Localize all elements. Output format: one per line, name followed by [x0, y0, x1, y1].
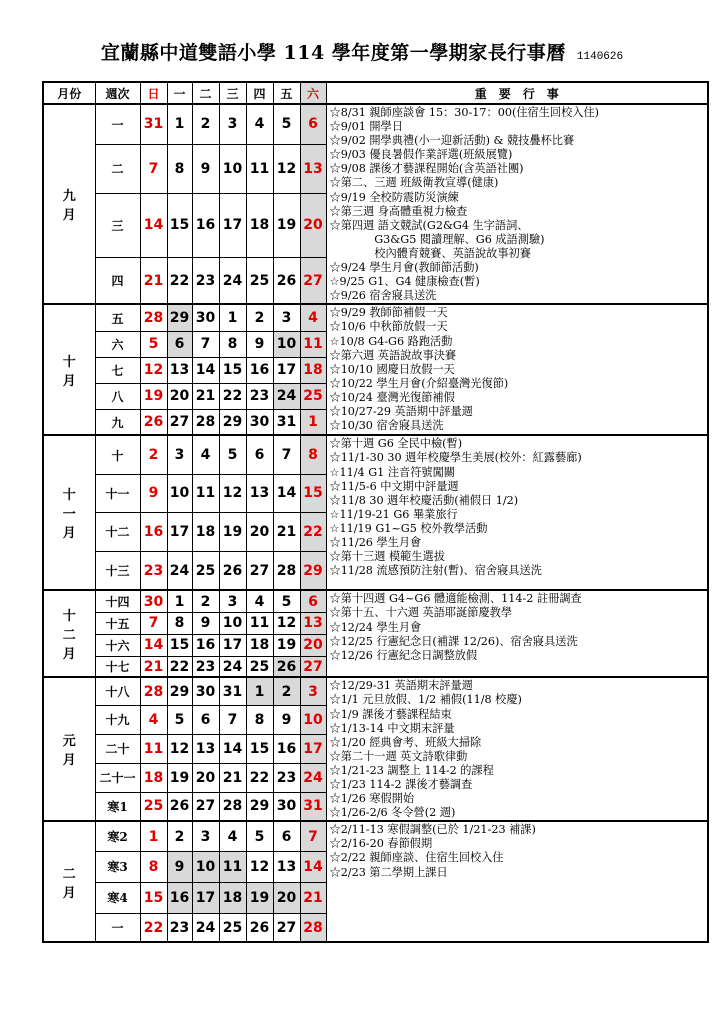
day-cell: 26: [273, 656, 300, 677]
event-item: ☆10/10 國慶日放假一天: [329, 362, 455, 376]
day-cell: 14: [273, 474, 300, 512]
event-item: ☆第六週 英語說故事決賽: [329, 348, 457, 362]
day-cell: 19: [273, 634, 300, 656]
day-cell: 11: [246, 144, 273, 193]
event-item: ☆第二、三週 班級衛教宣導(健康): [329, 176, 499, 190]
day-cell: 4: [246, 590, 273, 612]
month-label: 十 二 月: [43, 590, 95, 677]
event-item: ☆9/01 開學日: [329, 120, 403, 134]
calendar-table: [42, 81, 709, 943]
day-cell: 29: [300, 551, 326, 590]
week-number: 二: [95, 144, 140, 193]
event-item: ☆1/13-14 中文期末評量: [329, 721, 455, 735]
day-cell: 13: [273, 851, 300, 882]
day-cell: 23: [167, 913, 192, 942]
day-cell: 24: [219, 656, 246, 677]
day-cell: 25: [192, 551, 219, 590]
day-cell: 1: [300, 409, 326, 435]
day-cell: 20: [246, 512, 273, 551]
event-item: ☆11/4 G1 注音符號闖關: [329, 465, 455, 479]
day-cell: 9: [167, 851, 192, 882]
day-cell: 8: [246, 705, 273, 734]
event-item: ☆1/26-2/6 冬令營(2 週): [329, 806, 456, 820]
day-cell: 17: [300, 734, 326, 763]
day-cell: 29: [219, 409, 246, 435]
day-cell: 23: [192, 656, 219, 677]
day-cell: 2: [273, 677, 300, 705]
day-cell: 20: [167, 383, 192, 409]
day-cell: 7: [192, 331, 219, 357]
day-cell: 14: [300, 851, 326, 882]
day-cell: 9: [192, 144, 219, 193]
event-item: ☆1/9 課後才藝課程結束: [329, 707, 452, 721]
day-cell: 12: [167, 734, 192, 763]
day-cell: 31: [273, 409, 300, 435]
day-cell: 26: [219, 551, 246, 590]
document-code: 1140626: [576, 51, 624, 63]
day-cell: 11: [140, 734, 167, 763]
day-cell: 18: [140, 763, 167, 792]
day-cell: 15: [140, 882, 167, 913]
day-cell: 28: [140, 304, 167, 331]
week-number: 二十: [95, 734, 140, 763]
events-cell: [326, 677, 708, 821]
event-item: ☆10/8 G4-G6 路跑活動: [329, 334, 453, 348]
week-number: 七: [95, 357, 140, 383]
event-item: ☆9/02 開學典禮(小一迎新活動) & 競技疊杯比賽: [329, 134, 575, 148]
day-cell: 12: [140, 357, 167, 383]
day-cell: 18: [300, 357, 326, 383]
day-cell: 29: [246, 792, 273, 821]
day-cell: 13: [246, 474, 273, 512]
day-header-tue: 二: [192, 82, 219, 104]
event-item: ☆12/25 行憲紀念日(補課 12/26)、宿舍寢具送洗: [329, 634, 578, 648]
day-cell: 13: [300, 612, 326, 634]
event-item: ☆9/24 學生月會(教師節活動): [329, 261, 479, 275]
day-cell: 18: [246, 634, 273, 656]
day-cell: 9: [192, 612, 219, 634]
day-cell: 20: [192, 763, 219, 792]
event-item: ☆10/30 宿舍寢具送洗: [329, 419, 444, 433]
day-cell: 8: [140, 851, 167, 882]
event-item: ☆11/8 30 週年校慶活動(補假日 1/2): [329, 493, 519, 507]
day-cell: 10: [300, 705, 326, 734]
day-cell: 24: [167, 551, 192, 590]
event-item: ☆1/20 經典會考、班級大掃除: [329, 735, 482, 749]
event-item: ☆12/24 學生月會: [329, 620, 422, 634]
day-cell: 1: [246, 677, 273, 705]
day-cell: 25: [219, 913, 246, 942]
day-cell: 15: [167, 193, 192, 258]
day-cell: 2: [167, 821, 192, 851]
day-cell: 21: [300, 882, 326, 913]
day-cell: 17: [273, 357, 300, 383]
title-row: [0, 38, 724, 65]
day-cell: 6: [192, 705, 219, 734]
day-cell: 1: [140, 821, 167, 851]
day-cell: 28: [219, 792, 246, 821]
week-number: 十九: [95, 705, 140, 734]
day-cell: 2: [192, 104, 219, 144]
day-cell: 21: [140, 258, 167, 305]
month-label: 十 月: [43, 304, 95, 435]
event-item: ☆11/1-30 30 週年校慶學生美展(校外：紅露藝廊): [329, 451, 582, 465]
day-cell: 10: [273, 331, 300, 357]
week-number: 一: [95, 913, 140, 942]
day-cell: 23: [273, 763, 300, 792]
day-cell: 10: [219, 144, 246, 193]
day-cell: 7: [140, 144, 167, 193]
day-cell: 13: [192, 734, 219, 763]
day-cell: 30: [140, 590, 167, 612]
calendar-body: [43, 104, 708, 942]
week-number: 寒1: [95, 792, 140, 821]
event-item: ☆第十週 G6 全民中檢(暫): [329, 437, 463, 451]
day-cell: 24: [192, 913, 219, 942]
event-item: ☆9/08 課後才藝課程開始(含英語社團): [329, 162, 524, 176]
event-item: ☆2/23 第二學期上課日: [329, 865, 448, 879]
day-cell: 15: [219, 357, 246, 383]
day-cell: 11: [192, 474, 219, 512]
week-row: [43, 590, 708, 612]
day-cell: 27: [167, 409, 192, 435]
day-cell: 21: [219, 763, 246, 792]
day-cell: 6: [300, 590, 326, 612]
day-cell: 16: [273, 734, 300, 763]
week-row: [43, 304, 708, 331]
day-cell: 24: [273, 383, 300, 409]
day-cell: 29: [167, 677, 192, 705]
week-number: 一: [95, 104, 140, 144]
page-title: 宜蘭縣中道雙語小學 114 學年度第一學期家長行事曆: [100, 42, 566, 64]
week-number: 十八: [95, 677, 140, 705]
week-number: 五: [95, 304, 140, 331]
day-cell: 30: [273, 792, 300, 821]
day-cell: 7: [219, 705, 246, 734]
day-cell: 5: [140, 331, 167, 357]
event-item: ☆2/11-13 寒假調整(已於 1/21-23 補課): [329, 823, 536, 837]
event-item: 校內體育競賽、英語說故事初賽: [329, 246, 531, 260]
day-cell: 23: [246, 383, 273, 409]
event-item: ☆1/21-23 調整上 114-2 的課程: [329, 763, 494, 777]
day-cell: 21: [273, 512, 300, 551]
day-cell: 23: [192, 258, 219, 305]
month-label: 元 月: [43, 677, 95, 821]
day-cell: 10: [167, 474, 192, 512]
week-number: 十七: [95, 656, 140, 677]
day-cell: 3: [219, 590, 246, 612]
day-cell: 5: [219, 435, 246, 474]
week-header: 週次: [95, 82, 140, 104]
week-number: 寒4: [95, 882, 140, 913]
day-cell: 19: [219, 512, 246, 551]
day-cell: 1: [167, 104, 192, 144]
event-item: ☆9/26 宿舍寢具送洗: [329, 289, 437, 303]
day-cell: 5: [273, 104, 300, 144]
week-number: 十五: [95, 612, 140, 634]
day-cell: 30: [192, 304, 219, 331]
event-item: ☆10/27-29 英語期中評量週: [329, 404, 473, 418]
day-cell: 25: [246, 258, 273, 305]
event-item: G3&G5 閱讀理解、G6 成語測驗): [329, 232, 545, 246]
day-cell: 23: [140, 551, 167, 590]
day-cell: 22: [140, 913, 167, 942]
week-number: 十四: [95, 590, 140, 612]
event-item: ☆第十四週 G4~G6 體適能檢測、114-2 註冊調查: [329, 592, 582, 606]
week-number: 十六: [95, 634, 140, 656]
day-cell: 16: [140, 512, 167, 551]
day-cell: 31: [140, 104, 167, 144]
event-item: ☆第十五、十六週 英語耶誕節慶教學: [329, 606, 513, 620]
day-cell: 26: [140, 409, 167, 435]
day-cell: 3: [273, 304, 300, 331]
day-cell: 25: [140, 792, 167, 821]
day-cell: 8: [300, 435, 326, 474]
event-item: ☆12/26 行憲紀念日調整放假: [329, 648, 478, 662]
events-cell: [326, 590, 708, 677]
event-item: ☆2/16-20 春節假期: [329, 837, 433, 851]
day-header-sat: 六: [300, 82, 326, 104]
day-cell: 17: [219, 193, 246, 258]
day-cell: 15: [167, 634, 192, 656]
day-cell: 11: [300, 331, 326, 357]
event-item: ☆9/29 教師節補假一天: [329, 306, 448, 320]
day-cell: 3: [219, 104, 246, 144]
month-header: 月份: [43, 82, 95, 104]
week-row: [43, 677, 708, 705]
month-label: 十 一 月: [43, 435, 95, 590]
day-cell: 19: [246, 882, 273, 913]
day-cell: 30: [246, 409, 273, 435]
week-number: 寒2: [95, 821, 140, 851]
day-cell: 2: [192, 590, 219, 612]
day-cell: 8: [167, 612, 192, 634]
day-cell: 22: [246, 763, 273, 792]
event-item: ☆10/6 中秋節放假一天: [329, 320, 448, 334]
day-cell: 3: [192, 821, 219, 851]
day-cell: 4: [246, 104, 273, 144]
week-number: 二十一: [95, 763, 140, 792]
day-cell: 29: [167, 304, 192, 331]
day-cell: 27: [273, 913, 300, 942]
day-cell: 9: [140, 474, 167, 512]
day-header-sun: 日: [140, 82, 167, 104]
day-cell: 12: [246, 851, 273, 882]
event-item: ☆9/19 全校防震防災演練: [329, 190, 459, 204]
event-item: ☆11/19-21 G6 畢業旅行: [329, 507, 458, 521]
day-cell: 6: [273, 821, 300, 851]
day-cell: 20: [300, 634, 326, 656]
week-number: 十二: [95, 512, 140, 551]
day-cell: 6: [300, 104, 326, 144]
events-cell: [326, 821, 708, 942]
week-row: [43, 104, 708, 144]
week-number: 十: [95, 435, 140, 474]
events-cell: [326, 104, 708, 304]
day-cell: 4: [300, 304, 326, 331]
day-cell: 28: [300, 913, 326, 942]
week-number: 三: [95, 193, 140, 258]
header-row: [43, 82, 708, 104]
day-cell: 22: [219, 383, 246, 409]
day-cell: 26: [167, 792, 192, 821]
day-cell: 27: [192, 792, 219, 821]
day-cell: 12: [273, 612, 300, 634]
day-cell: 18: [246, 193, 273, 258]
day-cell: 28: [140, 677, 167, 705]
day-cell: 27: [246, 551, 273, 590]
day-cell: 31: [219, 677, 246, 705]
events-header: 重 要 行 事: [326, 82, 708, 104]
day-cell: 26: [246, 913, 273, 942]
day-cell: 5: [167, 705, 192, 734]
day-cell: 15: [300, 474, 326, 512]
week-row: [43, 821, 708, 851]
day-cell: 4: [219, 821, 246, 851]
day-cell: 17: [192, 882, 219, 913]
event-item: ☆11/26 學生月會: [329, 535, 422, 549]
day-cell: 2: [246, 304, 273, 331]
day-cell: 31: [300, 792, 326, 821]
event-item: ☆10/22 學生月會(介紹臺灣光復節): [329, 376, 509, 390]
event-item: ☆11/19 G1~G5 校外教學活動: [329, 521, 488, 535]
day-cell: 13: [167, 357, 192, 383]
day-cell: 8: [167, 144, 192, 193]
day-cell: 16: [167, 882, 192, 913]
day-cell: 27: [300, 258, 326, 305]
event-item: ☆第二十一週 英文詩歌律動: [329, 749, 468, 763]
event-item: ☆第三週 身高體重視力檢查: [329, 204, 468, 218]
event-item: ☆1/1 元旦放假、1/2 補假(11/8 校慶): [329, 693, 522, 707]
day-header-wed: 三: [219, 82, 246, 104]
week-number: 寒3: [95, 851, 140, 882]
day-cell: 28: [192, 409, 219, 435]
events-cell: [326, 435, 708, 590]
day-cell: 4: [192, 435, 219, 474]
day-cell: 7: [140, 612, 167, 634]
event-item: ☆10/24 臺灣光復節補假: [329, 390, 455, 404]
event-item: ☆9/25 G1、G4 健康檢查(暫): [329, 275, 480, 289]
day-cell: 16: [192, 193, 219, 258]
event-item: ☆9/03 優良暑假作業評選(班級展覽): [329, 148, 513, 162]
event-item: ☆11/5-6 中文期中評量週: [329, 479, 459, 493]
day-cell: 6: [246, 435, 273, 474]
day-cell: 14: [192, 357, 219, 383]
event-item: ☆1/26 寒假開始: [329, 792, 415, 806]
day-cell: 26: [273, 258, 300, 305]
month-label: 二 月: [43, 821, 95, 942]
week-number: 九: [95, 409, 140, 435]
day-cell: 19: [167, 763, 192, 792]
day-cell: 13: [300, 144, 326, 193]
month-label: 九 月: [43, 104, 95, 304]
day-cell: 24: [300, 763, 326, 792]
day-cell: 21: [140, 656, 167, 677]
event-item: ☆2/22 親師座談、住宿生回校入住: [329, 851, 504, 865]
event-item: ☆12/29-31 英語期末評量週: [329, 679, 473, 693]
events-cell: [326, 304, 708, 435]
day-cell: 28: [273, 551, 300, 590]
day-cell: 3: [167, 435, 192, 474]
day-cell: 11: [246, 612, 273, 634]
day-cell: 20: [273, 882, 300, 913]
day-cell: 12: [219, 474, 246, 512]
day-cell: 4: [140, 705, 167, 734]
day-cell: 16: [192, 634, 219, 656]
day-cell: 17: [219, 634, 246, 656]
day-cell: 19: [140, 383, 167, 409]
event-item: ☆8/31 親師座談會 15：30-17：00(住宿生回校入住): [329, 106, 600, 119]
day-cell: 27: [300, 656, 326, 677]
day-cell: 10: [219, 612, 246, 634]
day-cell: 30: [192, 677, 219, 705]
day-cell: 1: [219, 304, 246, 331]
day-cell: 8: [219, 331, 246, 357]
day-header-thu: 四: [246, 82, 273, 104]
day-cell: 7: [300, 821, 326, 851]
week-row: [43, 435, 708, 474]
event-item: ☆第四週 語文競試(G2&G4 生字語詞、: [329, 218, 529, 232]
day-cell: 21: [192, 383, 219, 409]
day-cell: 17: [167, 512, 192, 551]
day-cell: 2: [140, 435, 167, 474]
day-cell: 3: [300, 677, 326, 705]
day-header-mon: 一: [167, 82, 192, 104]
event-item: ☆11/28 流感預防注射(暫)、宿舍寢具送洗: [329, 564, 542, 578]
day-cell: 18: [219, 882, 246, 913]
day-cell: 14: [140, 634, 167, 656]
day-cell: 25: [246, 656, 273, 677]
week-number: 十三: [95, 551, 140, 590]
week-number: 十一: [95, 474, 140, 512]
event-item: ☆1/23 114-2 課後才藝調查: [329, 777, 473, 791]
day-header-fri: 五: [273, 82, 300, 104]
day-cell: 6: [167, 331, 192, 357]
day-cell: 1: [167, 590, 192, 612]
day-cell: 7: [273, 435, 300, 474]
day-cell: 11: [219, 851, 246, 882]
week-number: 四: [95, 258, 140, 305]
day-cell: 14: [219, 734, 246, 763]
day-cell: 24: [219, 258, 246, 305]
day-cell: 9: [273, 705, 300, 734]
day-cell: 22: [167, 656, 192, 677]
day-cell: 25: [300, 383, 326, 409]
day-cell: 16: [246, 357, 273, 383]
day-cell: 22: [167, 258, 192, 305]
day-cell: 5: [273, 590, 300, 612]
event-item: ☆第十三週 模範生選拔: [329, 550, 445, 564]
day-cell: 19: [273, 193, 300, 258]
day-cell: 10: [192, 851, 219, 882]
day-cell: 20: [300, 193, 326, 258]
day-cell: 22: [300, 512, 326, 551]
day-cell: 18: [192, 512, 219, 551]
day-cell: 15: [246, 734, 273, 763]
week-number: 六: [95, 331, 140, 357]
day-cell: 5: [246, 821, 273, 851]
week-number: 八: [95, 383, 140, 409]
day-cell: 9: [246, 331, 273, 357]
day-cell: 14: [140, 193, 167, 258]
day-cell: 12: [273, 144, 300, 193]
